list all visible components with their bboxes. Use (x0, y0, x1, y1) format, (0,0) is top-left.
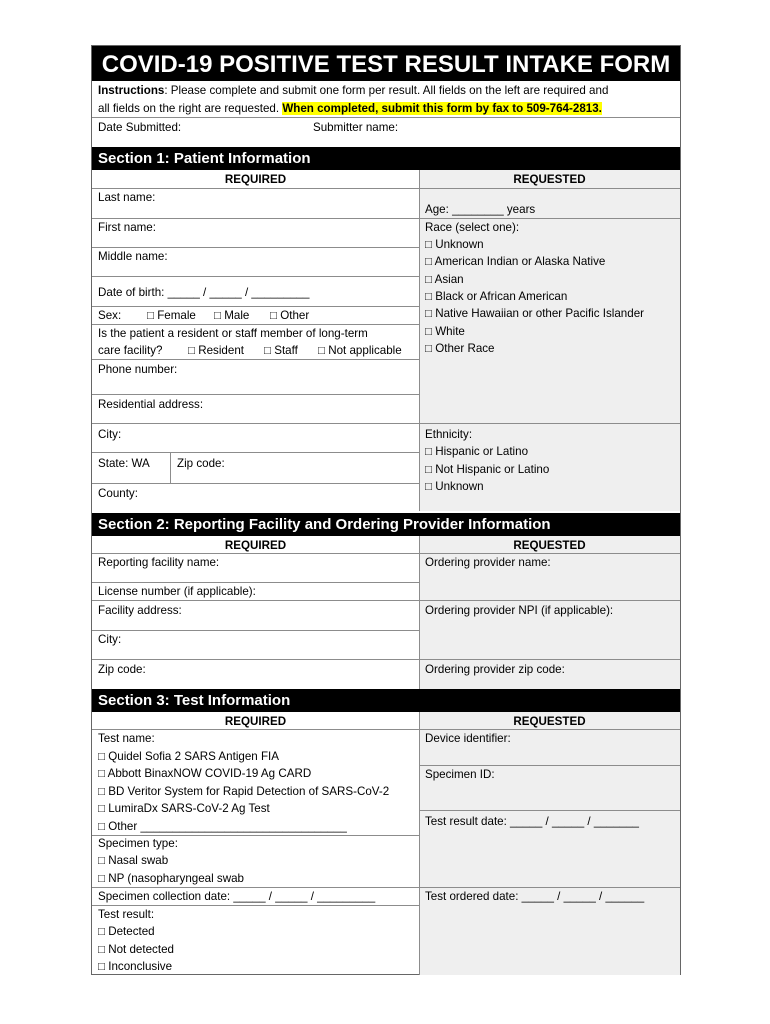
state-field: State: WA (98, 457, 150, 470)
facility-city-field[interactable]: City: (98, 633, 122, 646)
ltc-question-line2: care facility? (98, 344, 163, 357)
fax-instruction-highlight: When completed, submit this form by fax to 509-764-2813. (282, 102, 602, 115)
sex-option-male[interactable]: □ Male (214, 309, 250, 322)
section3-requested-bg (419, 712, 680, 975)
test-name-label: Test name: (98, 732, 155, 745)
sex-option-other[interactable]: □ Other (270, 309, 310, 322)
result-option-not-detected[interactable]: □ Not detected (98, 943, 174, 956)
race-option-unknown[interactable]: □ Unknown (425, 238, 484, 251)
specimen-option-nasal[interactable]: □ Nasal swab (98, 854, 169, 867)
license-number-field[interactable]: License number (if applicable): (98, 585, 256, 598)
section3-title: Section 3: Test Information (92, 689, 680, 712)
specimen-collection-date-field[interactable]: Specimen collection date: _____ / _____ / _________ (98, 890, 376, 903)
test-result-date-field[interactable]: Test result date: _____ / _____ / _______ (425, 815, 640, 828)
ordering-provider-name-field[interactable]: Ordering provider name: (425, 556, 551, 569)
reporting-facility-name-field[interactable]: Reporting facility name: (98, 556, 220, 569)
section1-requested-header: REQUESTED (513, 173, 586, 186)
ltc-question-line1: Is the patient a resident or staff member of long-term (98, 327, 368, 340)
ltc-option-resident[interactable]: □ Resident (188, 344, 244, 357)
specimen-type-label: Specimen type: (98, 837, 178, 850)
result-option-detected[interactable]: □ Detected (98, 925, 155, 938)
test-option-bd-veritor[interactable]: □ BD Veritor System for Rapid Detection of SARS-CoV-2 (98, 785, 390, 798)
section2-required-header: REQUIRED (224, 539, 287, 552)
section2-title: Section 2: Reporting Facility and Ordering Provider Information (92, 513, 680, 536)
facility-zip-field[interactable]: Zip code: (98, 663, 146, 676)
facility-address-field[interactable]: Facility address: (98, 604, 182, 617)
ethnicity-option-hispanic[interactable]: □ Hispanic or Latino (425, 445, 529, 458)
section1-required-header: REQUIRED (224, 173, 287, 186)
test-option-quidel[interactable]: □ Quidel Sofia 2 SARS Antigen FIA (98, 750, 280, 763)
test-result-label: Test result: (98, 908, 155, 921)
submitter-name-field[interactable]: Submitter name: (313, 121, 399, 134)
city-field[interactable]: City: (98, 428, 122, 441)
race-option-asian[interactable]: □ Asian (425, 273, 464, 286)
instructions-line1: Instructions: Please complete and submit one form per result. All fields on the left are required and (98, 84, 609, 97)
instructions-label: Instructions (98, 84, 165, 97)
sex-label: Sex: (98, 309, 122, 322)
date-of-birth-field[interactable]: Date of birth: _____ / _____ / _________ (98, 286, 310, 299)
ethnicity-option-not-hispanic[interactable]: □ Not Hispanic or Latino (425, 463, 550, 476)
race-option-pacific-islander[interactable]: □ Native Hawaiian or other Pacific Islander (425, 307, 645, 320)
test-option-other[interactable]: □ Other ________________________________ (98, 820, 347, 833)
ltc-option-staff[interactable]: □ Staff (264, 344, 298, 357)
specimen-option-np[interactable]: □ NP (nasopharyngeal swab (98, 872, 244, 885)
race-option-black[interactable]: □ Black or African American (425, 290, 568, 303)
middle-name-field[interactable]: Middle name: (98, 250, 168, 263)
ordering-provider-npi-field[interactable]: Ordering provider NPI (if applicable): (425, 604, 614, 617)
residential-address-field[interactable]: Residential address: (98, 398, 204, 411)
section3-requested-header: REQUESTED (513, 715, 586, 728)
specimen-id-field[interactable]: Specimen ID: (425, 768, 495, 781)
section1-title: Section 1: Patient Information (92, 147, 680, 170)
ethnicity-option-unknown[interactable]: □ Unknown (425, 480, 484, 493)
race-option-other[interactable]: □ Other Race (425, 342, 495, 355)
first-name-field[interactable]: First name: (98, 221, 156, 234)
test-ordered-date-field[interactable]: Test ordered date: _____ / _____ / ______ (425, 890, 645, 903)
device-identifier-field[interactable]: Device identifier: (425, 732, 511, 745)
sex-option-female[interactable]: □ Female (147, 309, 196, 322)
section3-required-header: REQUIRED (224, 715, 287, 728)
zip-code-field[interactable]: Zip code: (177, 457, 225, 470)
last-name-field[interactable]: Last name: (98, 191, 156, 204)
race-option-american-indian[interactable]: □ American Indian or Alaska Native (425, 255, 606, 268)
intake-form (91, 45, 681, 975)
section2-requested-header: REQUESTED (513, 539, 586, 552)
ltc-option-not-applicable[interactable]: □ Not applicable (318, 344, 402, 357)
date-submitted-field[interactable]: Date Submitted: (98, 121, 182, 134)
instructions-line2: all fields on the right are requested. When completed, submit this form by fax to 509-764-2813. (98, 102, 602, 115)
ethnicity-label: Ethnicity: (425, 428, 473, 441)
county-field[interactable]: County: (98, 487, 138, 500)
ordering-provider-zip-field[interactable]: Ordering provider zip code: (425, 663, 565, 676)
result-option-inconclusive[interactable]: □ Inconclusive (98, 960, 173, 973)
form-title: COVID-19 POSITIVE TEST RESULT INTAKE FORM (92, 46, 680, 81)
age-field[interactable]: Age: ________ years (425, 203, 536, 216)
race-option-white[interactable]: □ White (425, 325, 465, 338)
race-label: Race (select one): (425, 221, 520, 234)
test-option-lumiradx[interactable]: □ LumiraDx SARS-CoV-2 Ag Test (98, 802, 270, 815)
test-option-abbott[interactable]: □ Abbott BinaxNOW COVID-19 Ag CARD (98, 767, 312, 780)
phone-number-field[interactable]: Phone number: (98, 363, 178, 376)
